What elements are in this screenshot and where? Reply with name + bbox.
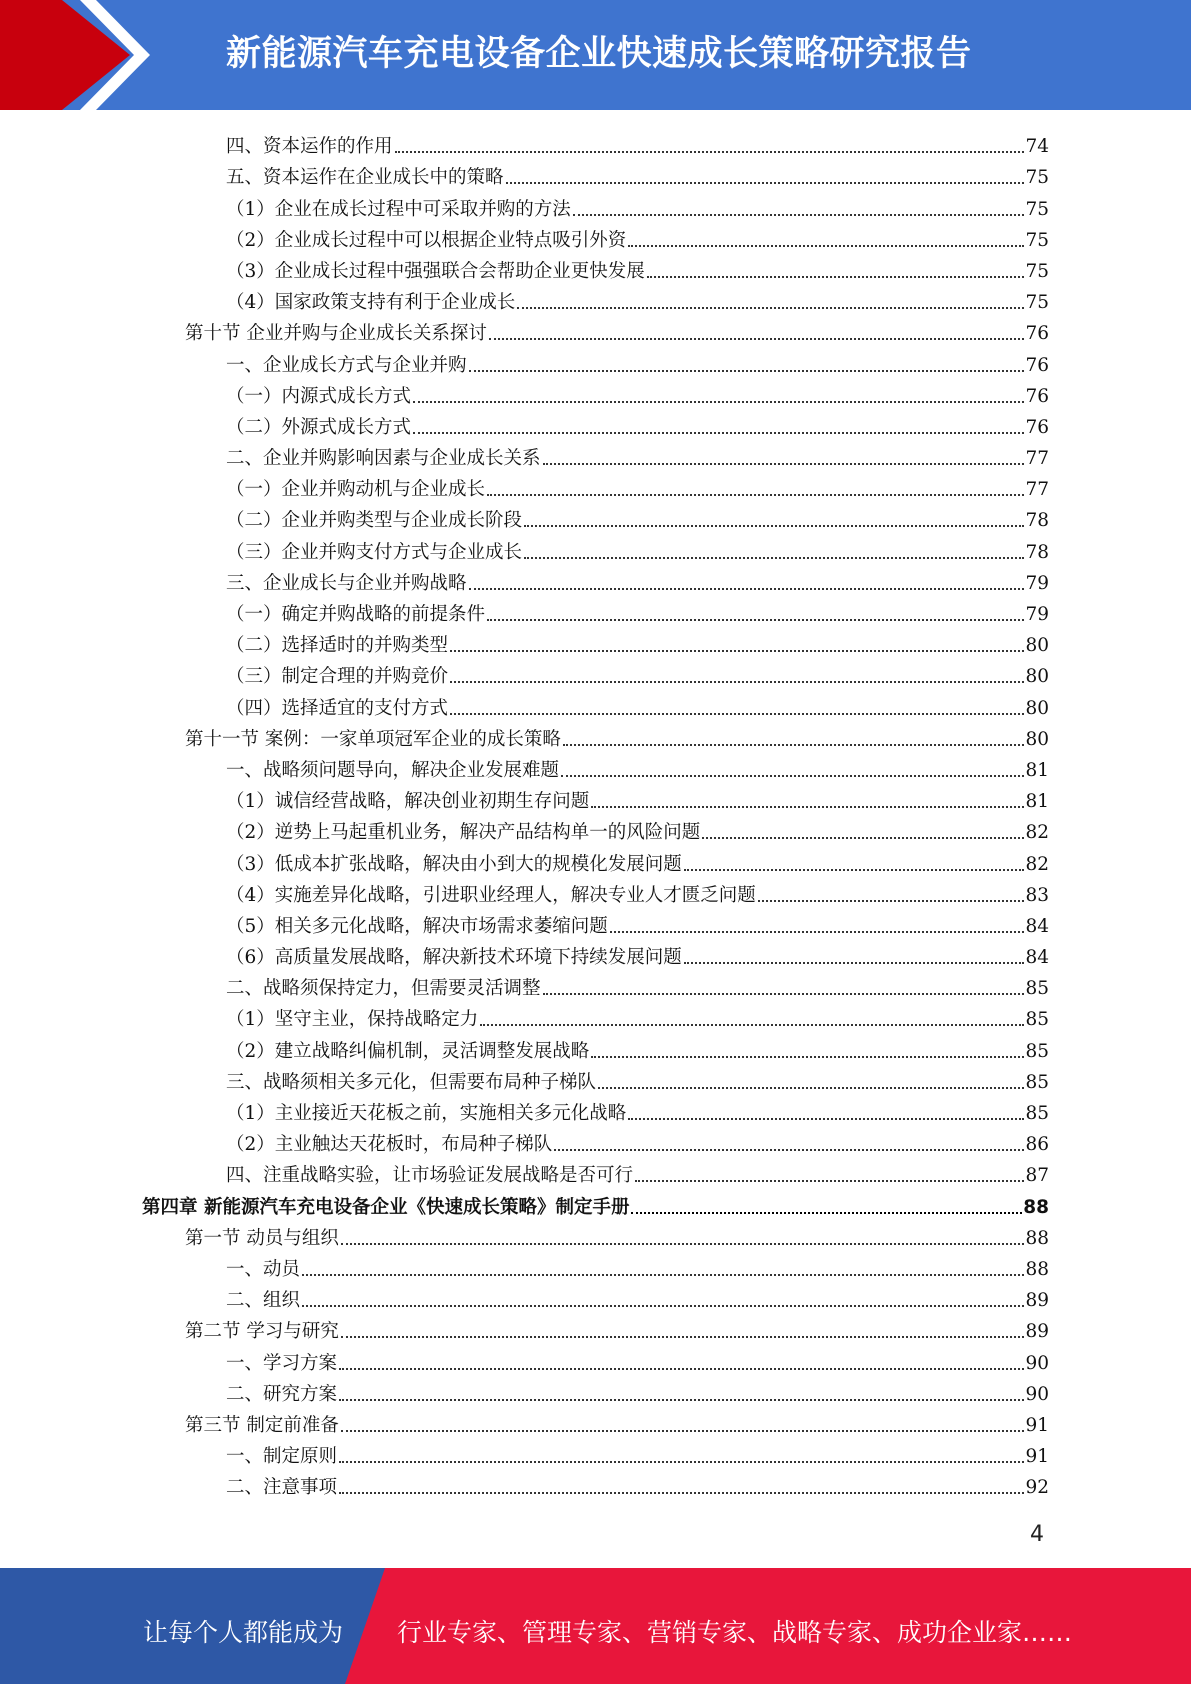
toc-entry[interactable] — [0, 969, 1191, 1000]
toc-entry-title: （2）逆势上马起重机业务，解决产品结构单一的风险问题 — [226, 822, 701, 844]
toc-entry-page: 85 — [1025, 1040, 1049, 1062]
toc-entry-page: 88 — [1025, 1227, 1049, 1249]
dot-leader — [591, 805, 1024, 808]
toc-entry[interactable] — [0, 221, 1191, 252]
toc-entry[interactable] — [0, 532, 1191, 563]
dot-leader — [573, 213, 1025, 216]
toc-entry-title: （1）主业接近天花板之前，实施相关多元化战略 — [226, 1103, 627, 1124]
dot-leader — [610, 930, 1025, 933]
toc-entry-page: 80 — [1025, 697, 1049, 719]
toc-entry-page: 81 — [1025, 759, 1049, 781]
dot-leader — [591, 1055, 1024, 1058]
toc-entry-page: 77 — [1025, 448, 1049, 470]
dot-leader — [302, 1273, 1024, 1276]
toc-entry[interactable] — [0, 907, 1191, 938]
dot-leader — [341, 1335, 1025, 1338]
toc-entry-page: 75 — [1025, 167, 1049, 189]
toc-entry-page: 74 — [1025, 136, 1049, 158]
toc-entry-page: 85 — [1025, 978, 1049, 1000]
toc-entry-page: 80 — [1025, 666, 1049, 688]
toc-entry-title: （二）企业并购类型与企业成长阶段 — [226, 510, 523, 532]
dot-leader — [684, 961, 1025, 964]
toc-entry-page: 79 — [1025, 572, 1049, 594]
toc-entry[interactable] — [0, 688, 1191, 719]
toc-entry[interactable] — [0, 252, 1191, 283]
toc-entry-title: （3）低成本扩张战略，解决由小到大的规模化发展问题 — [226, 853, 682, 875]
toc-entry[interactable] — [0, 1031, 1191, 1062]
toc-entry[interactable] — [0, 1094, 1191, 1125]
dot-leader — [413, 400, 1024, 403]
toc-entry-title: （3）企业成长过程中强强联合会帮助企业更快发展 — [226, 260, 645, 282]
toc-entry-page: 88 — [1025, 1258, 1049, 1280]
toc-entry-title: （四）选择适宜的支付方式 — [226, 697, 449, 719]
toc-entry-title: 三、企业成长与企业并购战略 — [226, 572, 467, 594]
toc-entry-page: 75 — [1025, 292, 1049, 314]
toc-entry-title: 第一节 动员与组织 — [185, 1227, 339, 1249]
toc-entry-page: 90 — [1025, 1383, 1049, 1405]
toc-entry[interactable] — [0, 813, 1191, 844]
toc-entry[interactable] — [0, 844, 1191, 875]
toc-entry[interactable] — [0, 1063, 1191, 1094]
dot-leader — [469, 587, 1025, 590]
dot-leader — [450, 680, 1024, 683]
toc-entry[interactable] — [0, 189, 1191, 220]
dot-leader — [561, 774, 1024, 777]
toc-entry-page: 85 — [1025, 1103, 1049, 1124]
toc-entry[interactable] — [0, 1000, 1191, 1031]
toc-entry-title: 二、战略须保持定力，但需要灵活调整 — [226, 978, 541, 1000]
dot-leader — [631, 1211, 1022, 1214]
toc-entry-title: 四、注重战略实验，让市场验证发展战略是否可行 — [226, 1165, 634, 1187]
toc-entry[interactable] — [0, 1156, 1191, 1187]
toc-entry-title: 四、资本运作的作用 — [226, 136, 393, 158]
toc-entry-title: 一、战略须问题导向，解决企业发展难题 — [226, 759, 560, 781]
toc-entry-page: 84 — [1025, 915, 1049, 937]
toc-entry-title: （二）选择适时的并购类型 — [226, 635, 449, 657]
toc-entry[interactable] — [0, 1187, 1191, 1218]
toc-entry-title: （2）建立战略纠偏机制，灵活调整发展战略 — [226, 1040, 590, 1062]
footer-slogan-left: 让每个人都能成为 — [143, 1618, 344, 1647]
toc-entry[interactable] — [0, 1312, 1191, 1343]
toc-entry-title: 二、注意事项 — [226, 1477, 338, 1499]
dot-leader — [413, 431, 1024, 434]
toc-entry[interactable] — [0, 1343, 1191, 1374]
toc-entry[interactable] — [0, 782, 1191, 813]
toc-entry[interactable] — [0, 1125, 1191, 1156]
dot-leader — [506, 181, 1025, 184]
toc-entry-title: （一）企业并购动机与企业成长 — [226, 479, 486, 501]
toc-entry-page: 85 — [1025, 1071, 1049, 1093]
toc-entry-title: （1）企业在成长过程中可采取并购的方法 — [226, 198, 571, 220]
toc-entry-title: 二、企业并购影响因素与企业成长关系 — [226, 448, 541, 470]
toc-entry-title: （1）坚守主业，保持战略定力 — [226, 1009, 479, 1031]
dot-leader — [341, 1242, 1025, 1245]
toc-entry-page: 82 — [1025, 853, 1049, 875]
toc-entry-title: 第十节 企业并购与企业成长关系探讨 — [185, 323, 487, 345]
toc-entry-page: 75 — [1025, 260, 1049, 282]
toc-entry-page: 75 — [1025, 198, 1049, 220]
toc-entry-page: 89 — [1025, 1290, 1049, 1312]
dot-leader — [543, 462, 1025, 465]
toc-entry[interactable] — [0, 345, 1191, 376]
toc-entry[interactable] — [0, 876, 1191, 907]
toc-entry[interactable] — [0, 720, 1191, 751]
toc-entry[interactable] — [0, 314, 1191, 345]
dot-leader — [469, 369, 1025, 372]
dot-leader — [480, 1023, 1024, 1026]
toc-entry-page: 83 — [1025, 884, 1049, 906]
dot-leader — [524, 524, 1024, 527]
dot-leader — [450, 712, 1024, 715]
dot-leader — [517, 306, 1024, 309]
toc-entry[interactable] — [0, 1406, 1191, 1437]
dot-leader — [598, 1086, 1024, 1089]
toc-entry-page: 84 — [1025, 947, 1049, 969]
toc-entry-title: （6）高质量发展战略，解决新技术环境下持续发展问题 — [226, 947, 682, 969]
red-chevron-decoration — [0, 0, 160, 110]
toc-entry[interactable] — [0, 127, 1191, 158]
toc-entry[interactable] — [0, 564, 1191, 595]
dot-leader — [758, 899, 1025, 902]
toc-entry-page: 77 — [1025, 479, 1049, 501]
dot-leader — [339, 1460, 1024, 1463]
toc-entry[interactable] — [0, 1468, 1191, 1499]
report-header-banner — [0, 0, 1191, 110]
toc-entry-title: 五、资本运作在企业成长中的策略 — [226, 167, 504, 189]
toc-entry-page: 86 — [1025, 1134, 1049, 1156]
toc-entry-page: 90 — [1025, 1352, 1049, 1374]
toc-entry-title: （2）企业成长过程中可以根据企业特点吸引外资 — [226, 229, 627, 251]
toc-entry[interactable] — [0, 751, 1191, 782]
dot-leader — [647, 275, 1025, 278]
toc-entry-page: 78 — [1025, 510, 1049, 532]
dot-leader — [339, 1491, 1024, 1494]
dot-leader — [450, 649, 1024, 652]
toc-entry[interactable] — [0, 1250, 1191, 1281]
toc-entry-page: 79 — [1025, 604, 1049, 625]
dot-leader — [702, 836, 1024, 839]
toc-entry[interactable] — [0, 595, 1191, 626]
toc-entry-page: 88 — [1023, 1196, 1049, 1218]
toc-entry-title: （二）外源式成长方式 — [226, 416, 412, 438]
dot-leader — [339, 1367, 1024, 1370]
toc-entry[interactable] — [0, 470, 1191, 501]
dot-leader — [563, 743, 1025, 746]
dot-leader — [341, 1429, 1025, 1432]
toc-entry-page: 78 — [1025, 541, 1049, 563]
toc-entry-page: 85 — [1025, 1009, 1049, 1031]
toc-entry-title: （5）相关多元化战略，解决市场需求萎缩问题 — [226, 915, 608, 937]
dot-leader — [628, 1117, 1024, 1120]
toc-entry-page: 91 — [1025, 1446, 1049, 1468]
toc-entry-title: （1）诚信经营战略，解决创业初期生存问题 — [226, 791, 590, 813]
toc-entry-title: （一）内源式成长方式 — [226, 385, 412, 407]
toc-entry-page: 92 — [1025, 1477, 1049, 1499]
toc-entry-title: 二、研究方案 — [226, 1383, 338, 1405]
toc-entry-title: 第三节 制定前准备 — [185, 1414, 339, 1436]
dot-leader — [543, 992, 1025, 995]
toc-entry-title: （三）制定合理的并购竞价 — [226, 666, 449, 688]
report-title: 新能源汽车充电设备企业快速成长策略研究报告 — [226, 34, 972, 74]
toc-entry-page: 87 — [1025, 1165, 1049, 1187]
toc-entry[interactable] — [0, 283, 1191, 314]
toc-entry-page: 82 — [1025, 822, 1049, 844]
footer-banner — [0, 1568, 1191, 1684]
toc-entry[interactable] — [0, 377, 1191, 408]
toc-entry-page: 81 — [1025, 791, 1049, 813]
toc-entry-title: 一、制定原则 — [226, 1446, 338, 1468]
toc-entry-page: 76 — [1025, 416, 1049, 438]
toc-entry[interactable] — [0, 657, 1191, 688]
toc-entry-title: 一、动员 — [226, 1258, 301, 1280]
toc-entry[interactable] — [0, 501, 1191, 532]
dot-leader — [628, 244, 1024, 247]
toc-entry-page: 76 — [1025, 354, 1049, 376]
dot-leader — [487, 493, 1024, 496]
toc-entry[interactable] — [0, 408, 1191, 439]
toc-entry-title: （4）实施差异化战略，引进职业经理人，解决专业人才匮乏问题 — [226, 884, 756, 906]
toc-entry[interactable] — [0, 938, 1191, 969]
toc-entry-title: （三）企业并购支付方式与企业成长 — [226, 541, 523, 563]
toc-entry-title: 二、组织 — [226, 1290, 301, 1312]
dot-leader — [339, 1398, 1024, 1401]
toc-entry-title: 一、学习方案 — [226, 1352, 338, 1374]
toc-entry[interactable] — [0, 1437, 1191, 1468]
toc-entry-title: 三、战略须相关多元化，但需要布局种子梯队 — [226, 1071, 597, 1093]
toc-entry-page: 89 — [1025, 1321, 1049, 1343]
toc-entry-page: 76 — [1025, 385, 1049, 407]
dot-leader — [487, 618, 1024, 621]
toc-entry[interactable] — [0, 1219, 1191, 1250]
toc-entry-page: 80 — [1025, 635, 1049, 657]
dot-leader — [395, 150, 1025, 153]
page-number: 4 — [1030, 1522, 1044, 1547]
table-of-contents — [0, 127, 1191, 1499]
toc-entry[interactable] — [0, 439, 1191, 470]
dot-leader — [554, 1148, 1024, 1151]
toc-entry-title: （一）确定并购战略的前提条件 — [226, 604, 486, 625]
toc-entry[interactable] — [0, 158, 1191, 189]
dot-leader — [684, 868, 1025, 871]
toc-entry-page: 75 — [1025, 229, 1049, 251]
toc-entry-title: 第二节 学习与研究 — [185, 1321, 339, 1343]
toc-entry-page: 76 — [1025, 323, 1049, 345]
dot-leader — [302, 1304, 1024, 1307]
toc-entry[interactable] — [0, 1375, 1191, 1406]
toc-entry-title: 第十一节 案例：一家单项冠军企业的成长策略 — [185, 728, 561, 750]
footer-slogan-right: 行业专家、管理专家、营销专家、战略专家、成功企业家…… — [397, 1618, 1073, 1647]
toc-entry-title: 第四章 新能源汽车充电设备企业《快速成长策略》制定手册 — [142, 1196, 630, 1218]
dot-leader — [489, 337, 1025, 340]
toc-entry[interactable] — [0, 626, 1191, 657]
toc-entry-page: 80 — [1025, 728, 1049, 750]
toc-entry-title: （4）国家政策支持有利于企业成长 — [226, 292, 516, 314]
dot-leader — [635, 1179, 1024, 1182]
toc-entry-page: 91 — [1025, 1414, 1049, 1436]
toc-entry-title: （2）主业触达天花板时，布局种子梯队 — [226, 1134, 553, 1156]
toc-entry-title: 一、企业成长方式与企业并购 — [226, 354, 467, 376]
toc-entry[interactable] — [0, 1281, 1191, 1312]
dot-leader — [524, 556, 1024, 559]
